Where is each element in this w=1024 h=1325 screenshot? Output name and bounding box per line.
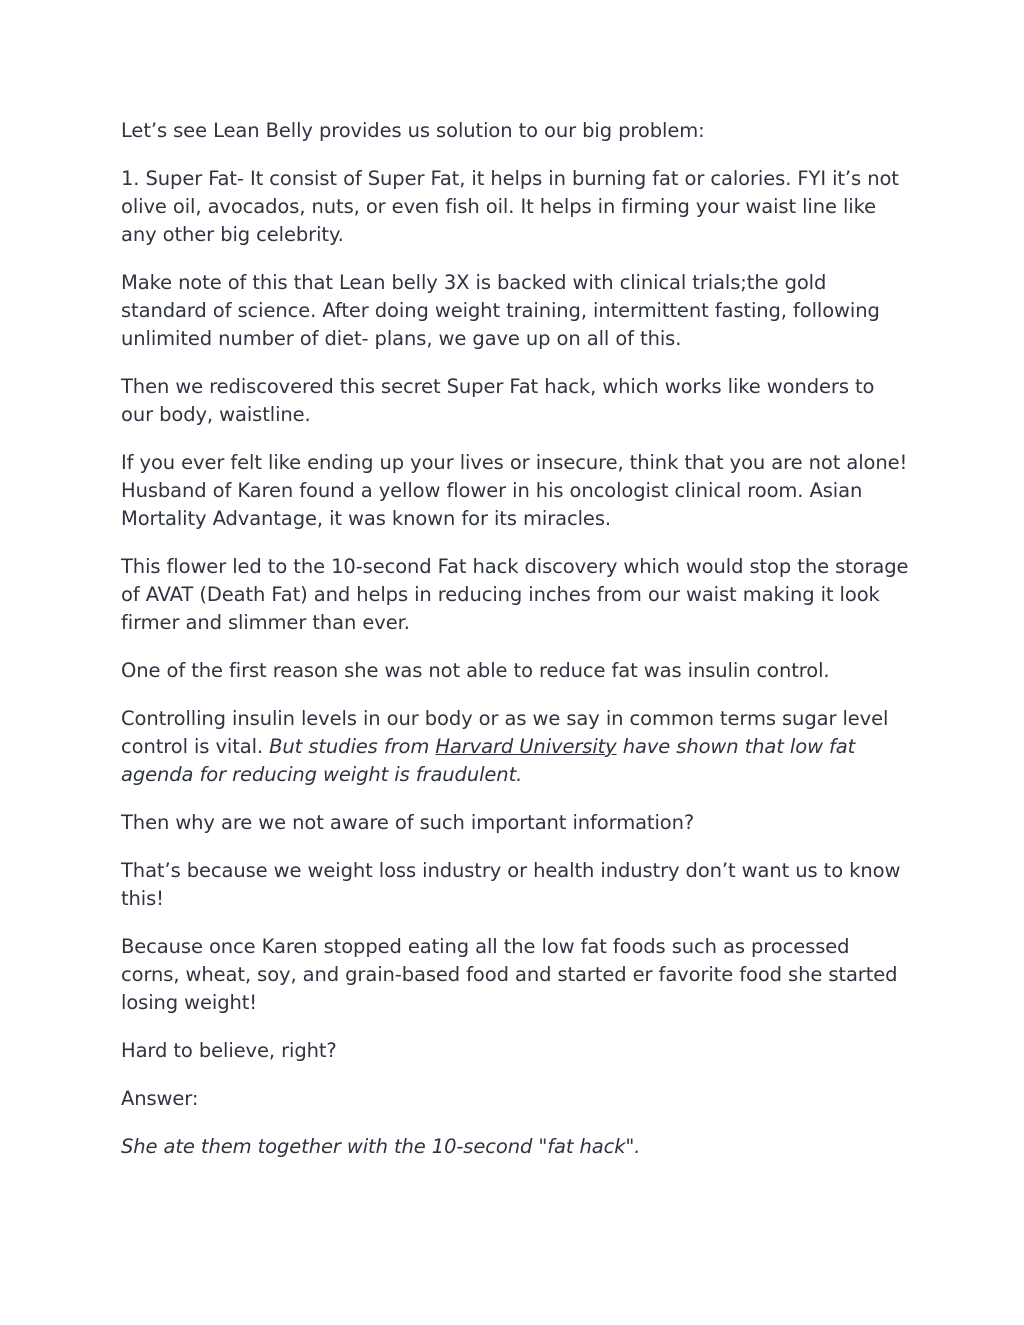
paragraph-hard-to-believe: Hard to believe, right? xyxy=(121,1039,337,1062)
paragraph-answer-label: Answer: xyxy=(121,1087,199,1110)
insulin-plain-text: Controlling insulin levels in our body or as we say in common terms sugar level control is vital. xyxy=(121,707,889,758)
italic-text-after-link: have shown that low fat agenda for reducing weight is fraudulent. xyxy=(121,735,856,786)
paragraph-karen-stopped: Because once Karen stopped eating all the low fat foods such as processed corns, wheat, soy, and grain-based food and started er favorite food she started losing weight! xyxy=(121,935,898,1014)
harvard-university-link[interactable]: Harvard University xyxy=(435,735,617,758)
paragraph-insulin-control xyxy=(121,705,911,789)
paragraph-answer xyxy=(121,1133,911,1161)
italic-text-before-link: But studies from xyxy=(269,735,436,758)
paragraph-industry: That’s because we weight loss industry or health industry don’t want us to know this! xyxy=(121,859,901,910)
answer-italic-text: She ate them together with the 10-second "fat hack". xyxy=(121,1135,641,1158)
paragraph-fat-hack-discovery: This flower led to the 10-second Fat hack discovery which would stop the storage of AVAT (Death Fat) and helps in reducing inches from our waist making it look firmer and slimmer than ever. xyxy=(121,555,909,634)
paragraph-insulin-reason: One of the first reason she was not able to reduce fat was insulin control. xyxy=(121,659,830,682)
paragraph-intro: Let’s see Lean Belly provides us solution to our big problem: xyxy=(121,119,705,142)
paragraph-yellow-flower: If you ever felt like ending up your lives or insecure, think that you are not alone! Husband of Karen found a yellow flower in his oncologist clinical room. Asian Mortality Advantage, it was known for its miracles. xyxy=(121,451,908,530)
paragraph-clinical-trials: Make note of this that Lean belly 3X is backed with clinical trials;the gold standard of science. After doing weight training, intermittent fasting, following unlimited number of diet- plans, we gave up on all of this. xyxy=(121,271,880,350)
document-body xyxy=(121,117,911,1181)
paragraph-super-fat: 1. Super Fat- It consist of Super Fat, it helps in burning fat or calories. FYI it’s not olive oil, avocados, nuts, or even fish oil. It helps in firming your waist line like any other big celebrity. xyxy=(121,167,899,246)
paragraph-why-not-aware: Then why are we not aware of such important information? xyxy=(121,811,695,834)
paragraph-rediscovered: Then we rediscovered this secret Super Fat hack, which works like wonders to our body, waistline. xyxy=(121,375,875,426)
